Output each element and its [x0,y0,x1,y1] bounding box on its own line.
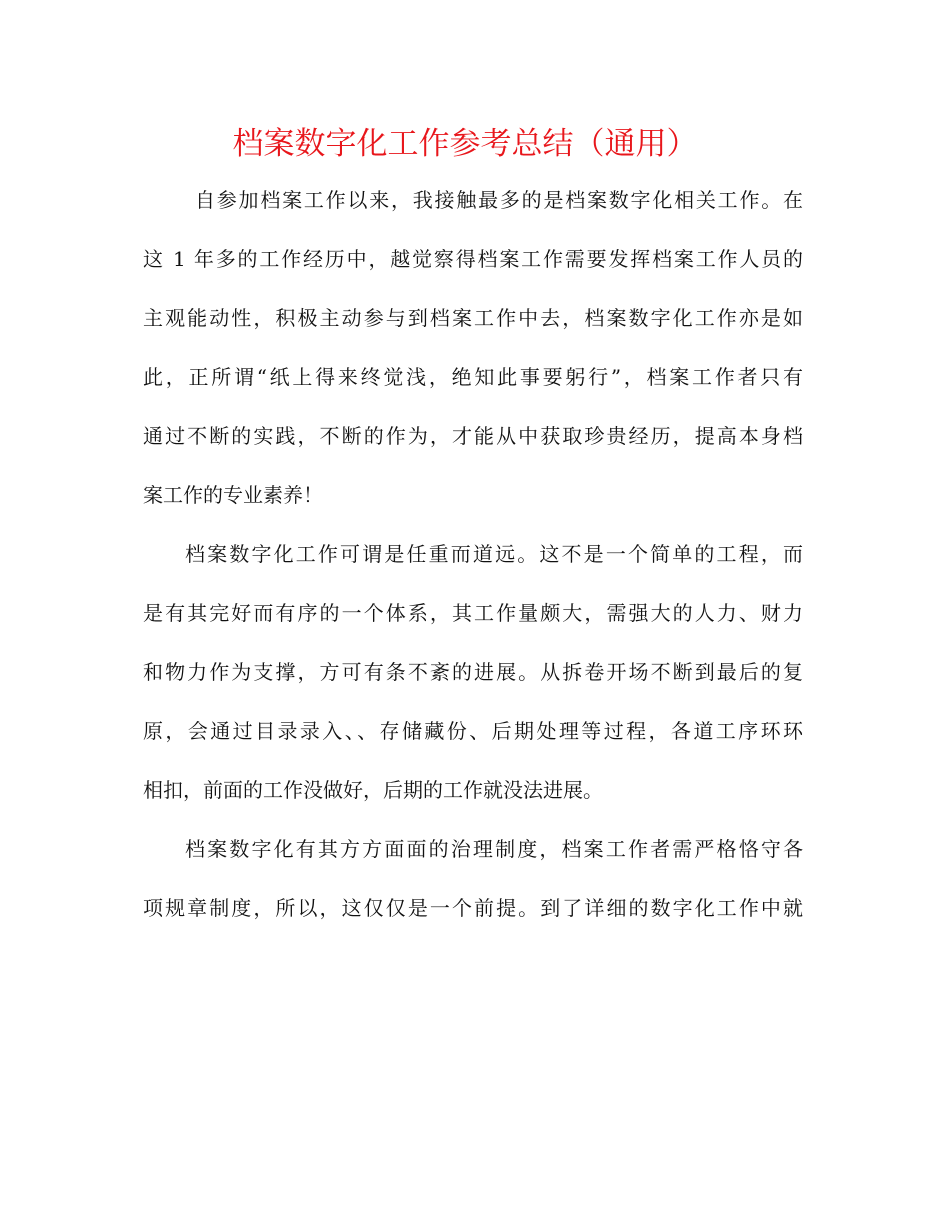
text-line: 原，会通过目录录入、、存储藏份、后期处理等过程，各道工序环环 [143,719,803,743]
text-line: 档案数字化有其方方面面的治理制度，档案工作者需严格恪守各 [185,837,803,861]
paragraph-2 [143,525,803,820]
text-line: 相扣，前面的工作没做好，后期的工作就没法进展。 [143,778,603,802]
text-line: 档案数字化工作可谓是任重而道远。这不是一个简单的工程，而 [185,542,803,566]
text-line: 主观能动性，积极主动参与到档案工作中去，档案数字化工作亦是如 [143,306,803,330]
text-line: 这 1 年多的工作经历中，越觉察得档案工作需要发挥档案工作人员的 [143,247,803,271]
text-line: 和物力作为支撑，方可有条不紊的进展。从拆卷开场不断到最后的复 [143,660,803,684]
text-line: 项规章制度，所以，这仅仅是一个前提。到了详细的数字化工作中就 [143,896,803,920]
text-line: 是有其完好而有序的一个体系，其工作量颇大，需强大的人力、财力 [143,601,803,625]
text-line: 案工作的专业素养！ [143,483,323,507]
document-body [143,171,803,938]
text-line: 自参加档案工作以来，我接触最多的是档案数字化相关工作。在 [195,188,803,212]
paragraph-1 [143,171,803,525]
text-line: 通过不断的实践，不断的作为，才能从中获取珍贵经历，提高本身档 [143,424,803,448]
paragraph-3 [143,820,803,938]
text-line: 此，正所谓“纸上得来终觉浅，绝知此事要躬行”，档案工作者只有 [143,365,803,389]
document-title: 档案数字化工作参考总结（通用） [232,126,698,162]
